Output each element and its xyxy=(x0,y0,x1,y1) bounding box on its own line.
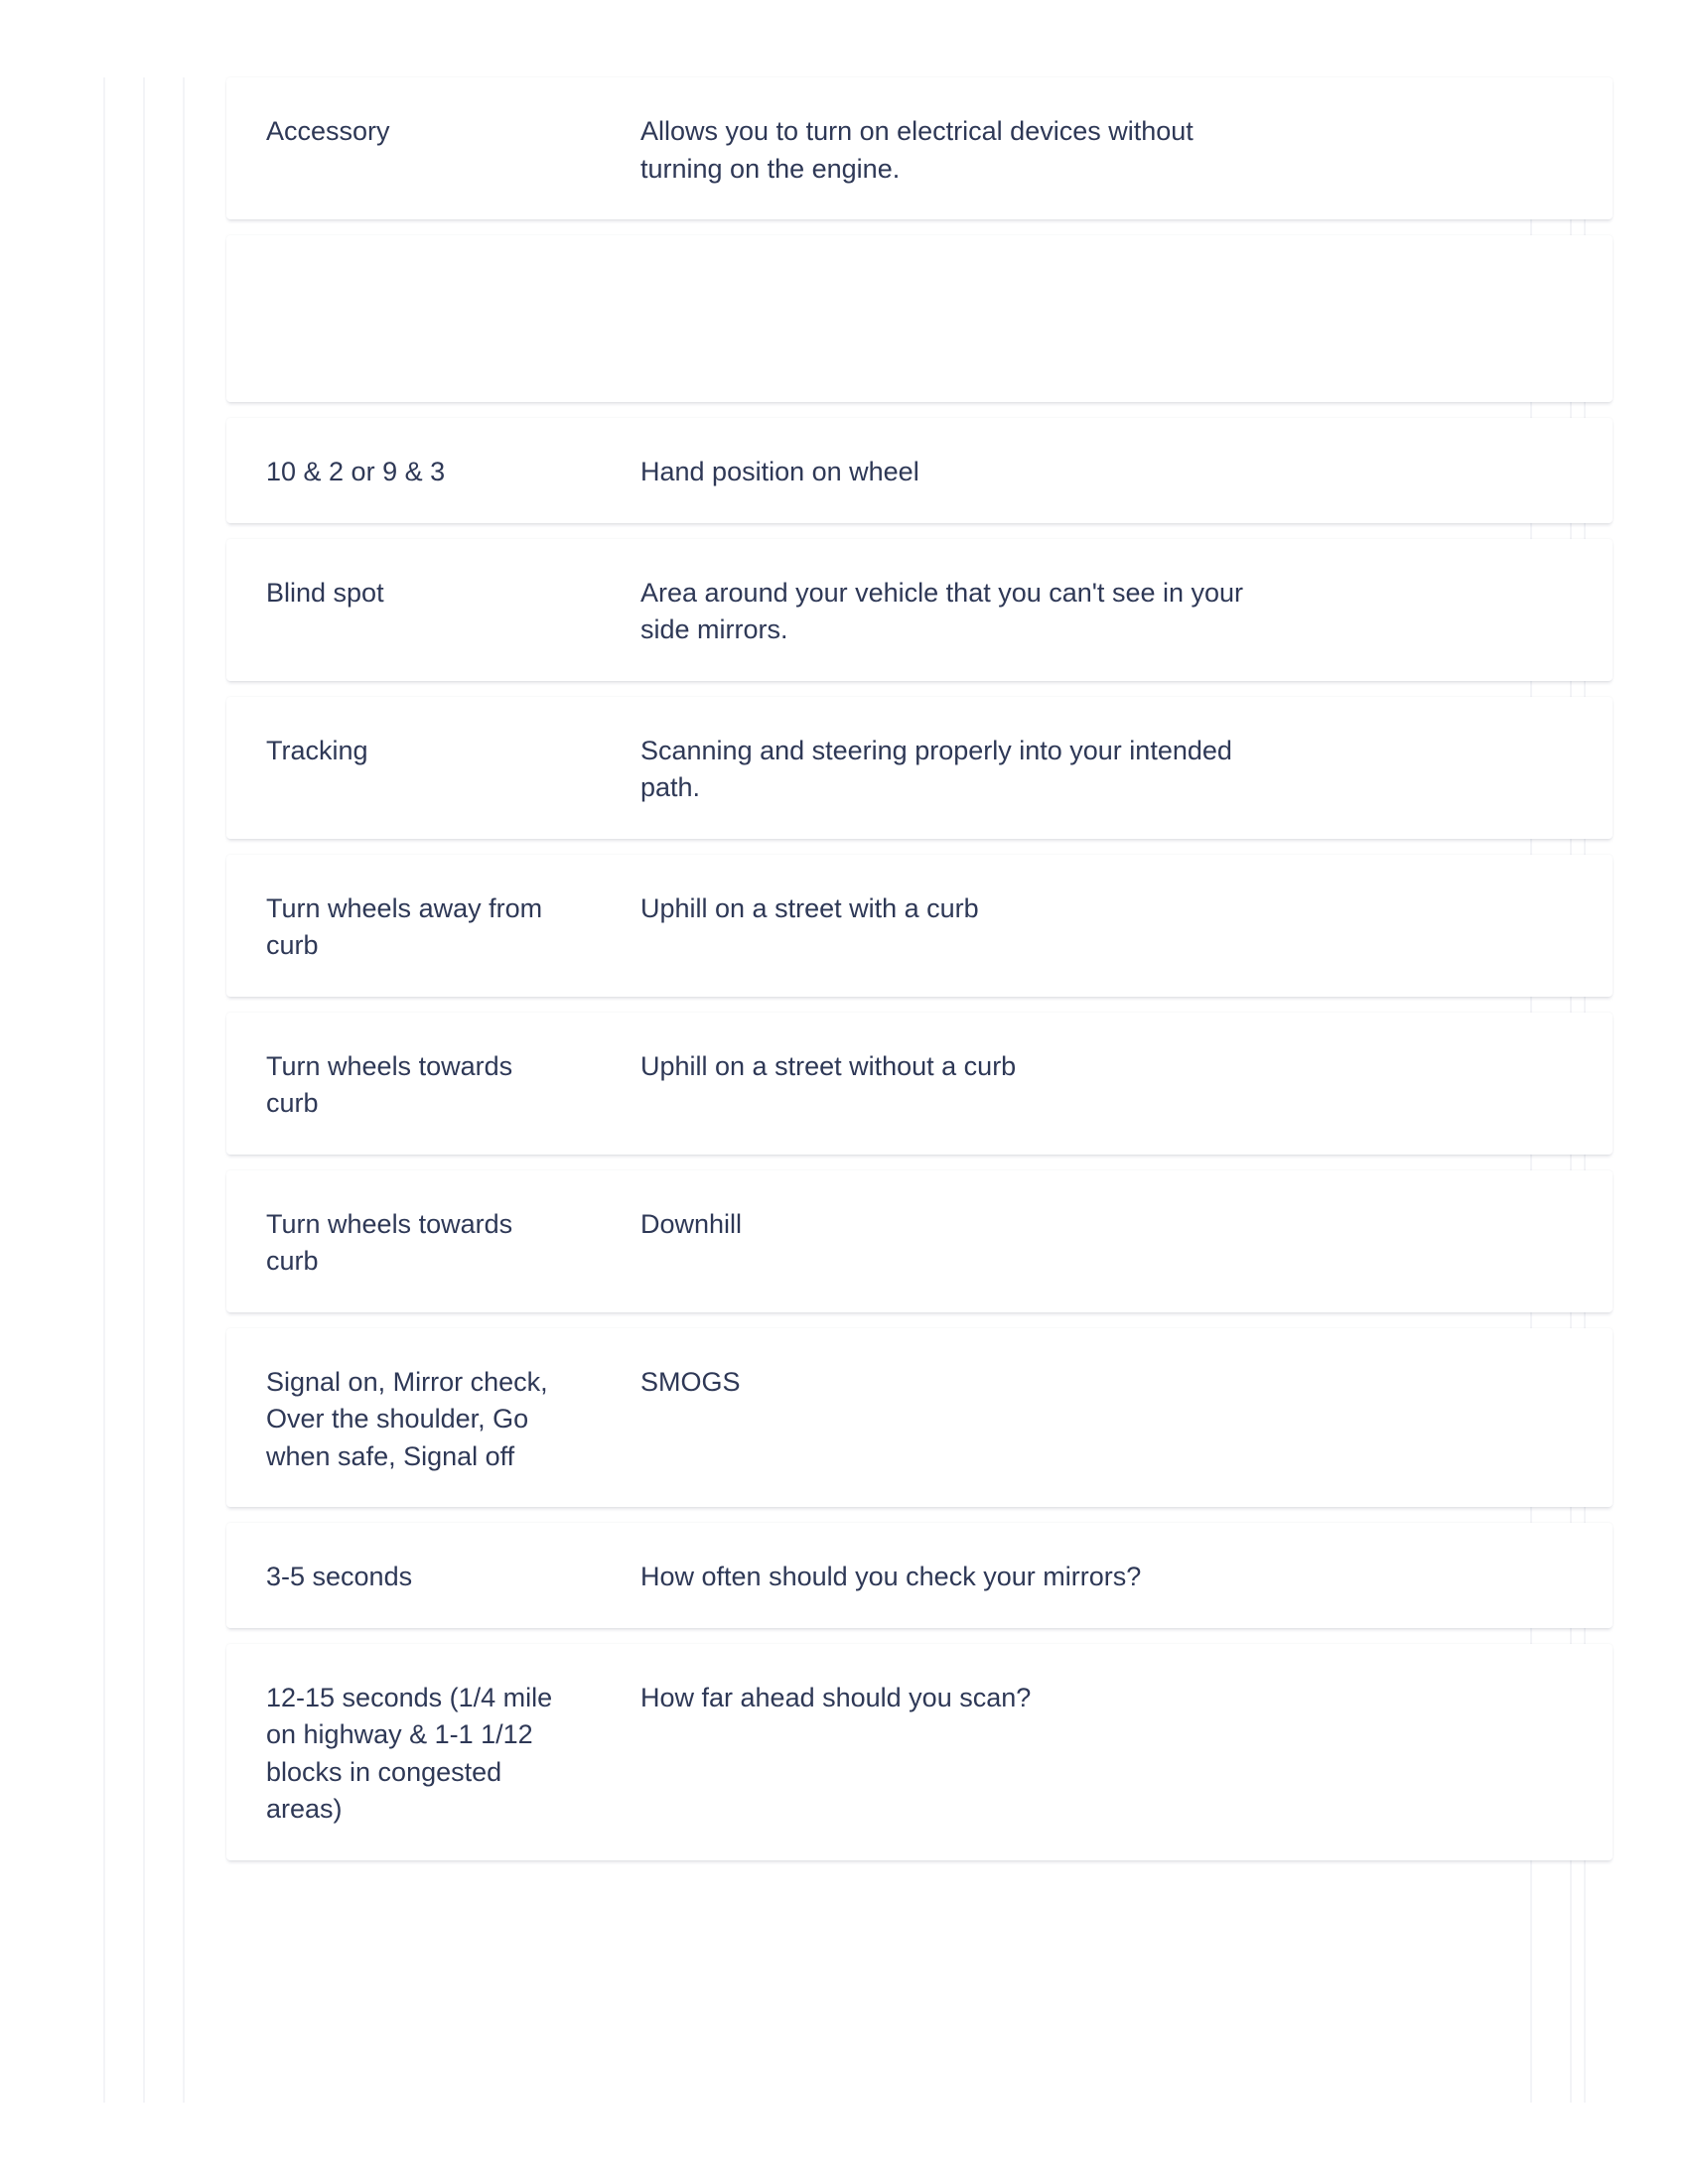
term-text: Turn wheels towards curb xyxy=(266,1208,513,1276)
term-card-empty[interactable] xyxy=(226,235,1613,402)
definition-text: Scanning and steering properly into your intended path. xyxy=(640,735,1232,802)
page-guide-line xyxy=(183,77,185,2103)
term-card[interactable] xyxy=(226,1013,1613,1155)
term-card[interactable] xyxy=(226,1523,1613,1628)
definition-text: SMOGS xyxy=(640,1366,741,1397)
term-text: Blind spot xyxy=(266,577,384,608)
definition-text: Uphill on a street without a curb xyxy=(640,1050,1017,1081)
term-card[interactable] xyxy=(226,77,1613,219)
term-card[interactable] xyxy=(226,1644,1613,1860)
page-guide-line xyxy=(143,77,145,2103)
term-text: Tracking xyxy=(266,735,368,765)
definition-text: How often should you check your mirrors? xyxy=(640,1562,1142,1591)
definition-text xyxy=(640,271,1256,370)
definition-text: Hand position on wheel xyxy=(640,457,919,486)
term-text: 10 & 2 or 9 & 3 xyxy=(266,457,446,486)
definition-text: Area around your vehicle that you can't see in your side mirrors. xyxy=(640,577,1244,644)
term-text: Turn wheels towards curb xyxy=(266,1050,513,1118)
definition-text: How far ahead should you scan? xyxy=(640,1682,1032,1712)
term-text: Signal on, Mirror check, Over the shoulder, Go when safe, Signal off xyxy=(266,1366,548,1471)
definition-text: Allows you to turn on electrical devices without turning on the engine. xyxy=(640,116,1194,184)
page-guide-line xyxy=(103,77,105,2103)
definition-text: Uphill on a street with a curb xyxy=(640,892,979,923)
definition-text: Downhill xyxy=(640,1208,743,1239)
term-card[interactable] xyxy=(226,1328,1613,1508)
term-card[interactable] xyxy=(226,418,1613,523)
term-text: Accessory xyxy=(266,116,390,146)
term-card[interactable] xyxy=(226,855,1613,997)
term-text: 12-15 seconds (1/4 mile on highway & 1-1 1/12 blocks in congested areas) xyxy=(266,1682,553,1824)
term-card[interactable] xyxy=(226,697,1613,839)
term-text: Turn wheels away from curb xyxy=(266,892,543,960)
term-card-list xyxy=(226,77,1613,1876)
term-card[interactable] xyxy=(226,1170,1613,1312)
term-text xyxy=(266,271,564,370)
term-card[interactable] xyxy=(226,539,1613,681)
term-text: 3-5 seconds xyxy=(266,1562,413,1591)
